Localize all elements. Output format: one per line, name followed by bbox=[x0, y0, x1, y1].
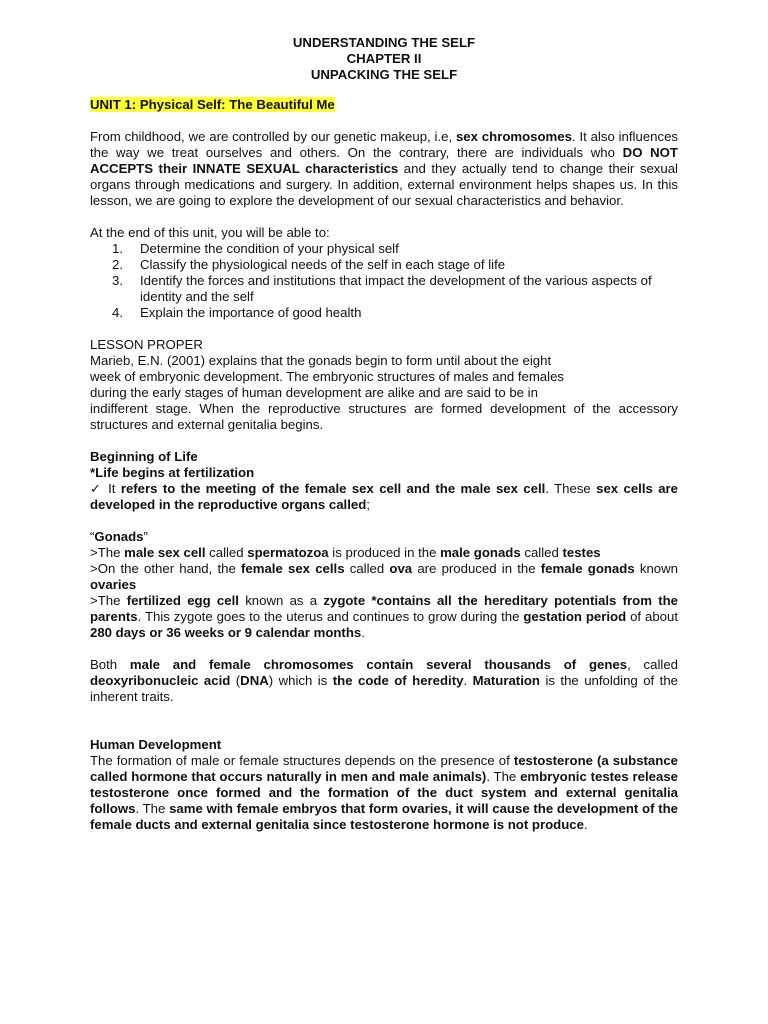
header-line-3: UNPACKING THE SELF bbox=[310, 67, 458, 82]
objective-text: Identify the forces and institutions that impact the development of the various aspects of identity and the self bbox=[140, 273, 652, 304]
text-run: are produced in the bbox=[412, 561, 541, 576]
text-run: called bbox=[344, 561, 390, 576]
text-run: ( bbox=[230, 673, 241, 688]
bold-run: male gonads bbox=[440, 545, 521, 560]
intro-bold-1: sex chromosomes bbox=[455, 129, 572, 144]
text-run: . bbox=[361, 625, 365, 640]
zygote-paragraph bbox=[90, 593, 678, 641]
text-run: is produced in the bbox=[328, 545, 441, 560]
text-run: . The bbox=[486, 769, 521, 784]
beginning-heading-text: Beginning of Life bbox=[90, 449, 198, 464]
text-run: The formation of male or female structures depends on the presence of bbox=[90, 753, 514, 768]
bold-run: fertilized egg cell bbox=[126, 593, 239, 608]
text-run: >On the other hand, the bbox=[90, 561, 242, 576]
objective-item bbox=[90, 241, 678, 257]
bold-run: spermatozoa bbox=[247, 545, 329, 560]
bold-run: male and female chromosomes contain several thousands of genes bbox=[129, 657, 628, 672]
document-page bbox=[90, 35, 678, 833]
intro-paragraph bbox=[90, 129, 678, 209]
bold-run: same with female embryos that form ovaries, it will cause the development of the female ducts and external genitalia since testosterone hormone is not produce bbox=[90, 801, 678, 832]
text-run: . The bbox=[135, 801, 170, 816]
intro-text-2: . It also influences the way we treat ourselves and others. On the contrary, there are individuals who bbox=[90, 129, 679, 160]
intro-text-1: From childhood, we are controlled by our genetic makeup, i.e, bbox=[90, 129, 456, 144]
objective-text: Explain the importance of good health bbox=[140, 305, 362, 320]
bold-run: ova bbox=[389, 561, 413, 576]
objectives-list bbox=[90, 241, 678, 321]
text-run: . bbox=[463, 673, 473, 688]
fertilization-text-1: . These bbox=[545, 481, 597, 496]
text-run: , called bbox=[627, 657, 678, 672]
gonads-heading bbox=[90, 529, 678, 545]
fertilization-paragraph bbox=[90, 481, 678, 513]
text-run: is the unfolding of the inherent traits. bbox=[90, 673, 678, 704]
text-run: >The bbox=[90, 593, 127, 608]
gonads-male-paragraph bbox=[90, 545, 678, 561]
objectives-lead: At the end of this unit, you will be able to: bbox=[90, 225, 330, 240]
fertilization-bold-1: refers to the meeting of the female sex cell and the male sex cell bbox=[120, 481, 546, 496]
beginning-sub-text: *Life begins at fertilization bbox=[90, 465, 255, 480]
fertilization-bold-2: sex cells are developed in the reproductive organs called bbox=[90, 481, 678, 512]
text-run: called bbox=[205, 545, 248, 560]
bold-run: embryonic testes release testosterone once formed and the formation of the duct system and external genitalia follows bbox=[90, 769, 678, 816]
intro-text-3: and they actually tend to change their sexual organs through medications and surgery. In addition, external environment helps shapes us. In this lesson, we are going to explore the development of our sexual characteristics and behavior. bbox=[90, 161, 678, 208]
bold-run: gestation period bbox=[523, 609, 627, 624]
text-run: known bbox=[634, 561, 678, 576]
text-run: Both bbox=[90, 657, 130, 672]
text-run: of about bbox=[626, 609, 679, 624]
lesson-line-2: week of embryonic development. The embryonic structures of males and females bbox=[90, 369, 564, 384]
text-run: . This zygote goes to the uterus and continues to grow during the bbox=[137, 609, 524, 624]
objective-text: Determine the condition of your physical self bbox=[140, 241, 399, 256]
gonads-female-paragraph bbox=[90, 561, 678, 593]
header-line-1: UNDERSTANDING THE SELF bbox=[292, 35, 476, 50]
objective-item bbox=[90, 273, 678, 305]
bold-run: DNA bbox=[240, 673, 269, 688]
objective-item bbox=[90, 305, 678, 321]
header-line-2: CHAPTER II bbox=[346, 51, 422, 66]
human-dev-heading bbox=[90, 737, 678, 753]
beginning-heading bbox=[90, 449, 678, 465]
checkmark-icon: ✓ It bbox=[90, 481, 121, 496]
beginning-sub bbox=[90, 465, 678, 481]
bold-run: male sex cell bbox=[124, 545, 206, 560]
unit-title: UNIT 1: Physical Self: The Beautiful Me bbox=[90, 97, 335, 112]
lesson-heading: LESSON PROPER bbox=[90, 337, 203, 352]
quote-close: ” bbox=[143, 529, 148, 544]
quote-open: “ bbox=[90, 529, 95, 544]
bold-run: ovaries bbox=[90, 577, 137, 592]
objective-number: 3. bbox=[112, 273, 123, 288]
bold-run: deoxyribonucleic acid bbox=[90, 673, 231, 688]
objective-number: 1. bbox=[112, 241, 123, 256]
text-run: >The bbox=[90, 545, 125, 560]
dna-paragraph bbox=[90, 657, 678, 705]
text-run: called bbox=[520, 545, 563, 560]
fertilization-text-2: ; bbox=[366, 497, 370, 512]
bold-run: female gonads bbox=[540, 561, 635, 576]
objective-text: Classify the physiological needs of the self in each stage of life bbox=[140, 257, 506, 272]
text-run: ) which is bbox=[268, 673, 333, 688]
objective-item bbox=[90, 257, 678, 273]
bold-run: testes bbox=[562, 545, 601, 560]
bold-run: the code of heredity bbox=[332, 673, 464, 688]
text-run: known as a bbox=[238, 593, 324, 608]
intro-bold-2: DO NOT ACCEPTS their INNATE SEXUAL characteristics bbox=[90, 145, 678, 176]
bold-run: 280 days or 36 weeks or 9 calendar months bbox=[90, 625, 362, 640]
bold-run: testosterone (a substance called hormone that occurs naturally in men and male animals) bbox=[90, 753, 678, 784]
human-dev-heading-text: Human Development bbox=[90, 737, 222, 752]
lesson-line-4: indifferent stage. When the reproductive structures are formed development of the accessory structures and external genitalia begins. bbox=[90, 401, 678, 432]
unit-title-line bbox=[90, 97, 678, 113]
human-dev-paragraph bbox=[90, 753, 678, 833]
text-run: . bbox=[583, 817, 588, 832]
bold-run: zygote *contains all the hereditary potentials from the parents bbox=[90, 593, 678, 624]
objective-number: 4. bbox=[112, 305, 123, 320]
objective-number: 2. bbox=[112, 257, 123, 272]
bold-run: female sex cells bbox=[241, 561, 345, 576]
lesson-line-3: during the early stages of human development are alike and are said to be in bbox=[90, 385, 538, 400]
bold-run: Maturation bbox=[472, 673, 540, 688]
gonads-title: Gonads bbox=[94, 529, 144, 544]
lesson-line-1: Marieb, E.N. (2001) explains that the gonads begin to form until about the eight bbox=[90, 353, 552, 368]
